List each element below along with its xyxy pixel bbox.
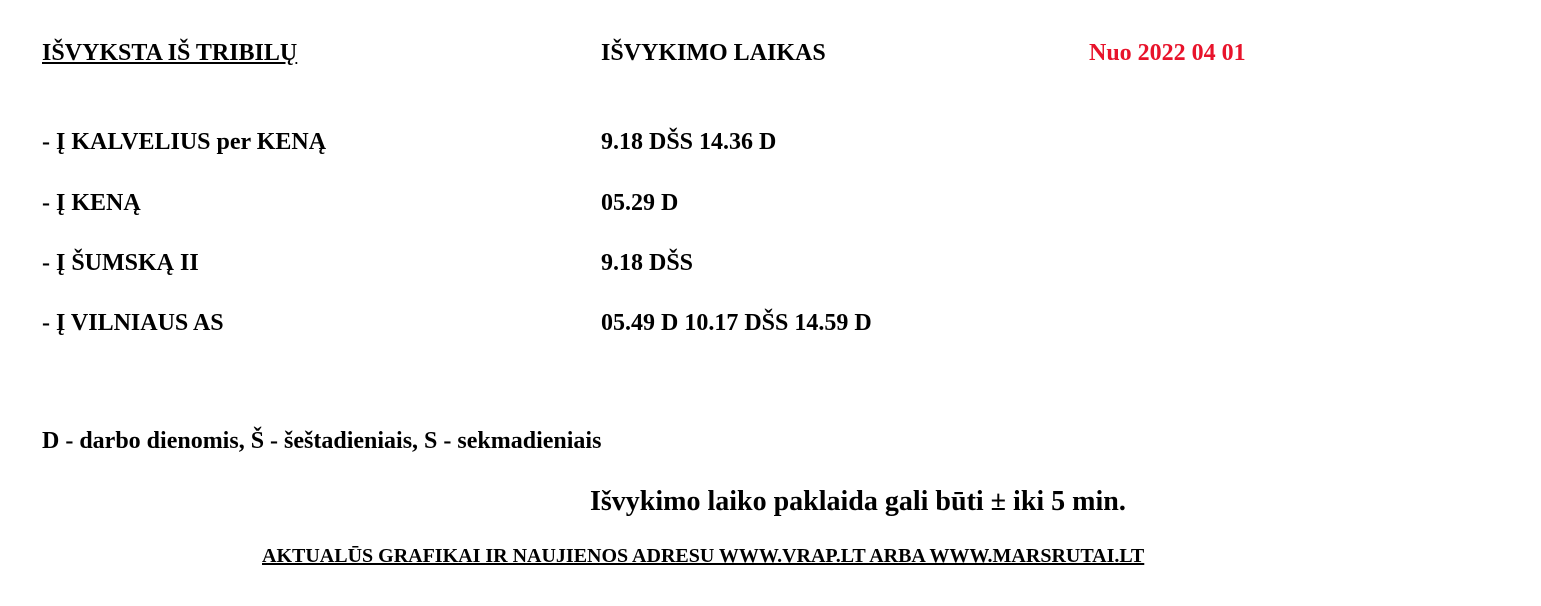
departure-time-heading: IŠVYKIMO LAIKAS — [601, 40, 826, 66]
valid-from-date: Nuo 2022 04 01 — [1089, 40, 1246, 66]
route-times: 05.29 D — [601, 190, 679, 216]
footer-website-note: AKTUALŪS GRAFIKAI IR NAUJIENOS ADRESU WWW.VRAP.LT ARBA WWW.MARSRUTAI.LT — [262, 545, 1145, 567]
route-times: 9.18 DŠS 14.36 D — [601, 129, 777, 155]
route-destination: - Į KENĄ — [42, 190, 141, 216]
day-code-legend: D - darbo dienomis, Š - šeštadieniais, S - sekmadieniais — [42, 428, 602, 454]
route-destination: - Į KALVELIUS per KENĄ — [42, 129, 327, 155]
route-destination: - Į VILNIAUS AS — [42, 310, 224, 336]
time-tolerance-note: Išvykimo laiko paklaida gali būti ± iki 5 min. — [590, 486, 1126, 517]
departs-from-heading: IŠVYKSTA IŠ TRIBILŲ — [42, 40, 298, 66]
route-times: 05.49 D 10.17 DŠS 14.59 D — [601, 310, 872, 336]
route-destination: - Į ŠUMSKĄ II — [42, 250, 199, 276]
route-times: 9.18 DŠS — [601, 250, 694, 276]
